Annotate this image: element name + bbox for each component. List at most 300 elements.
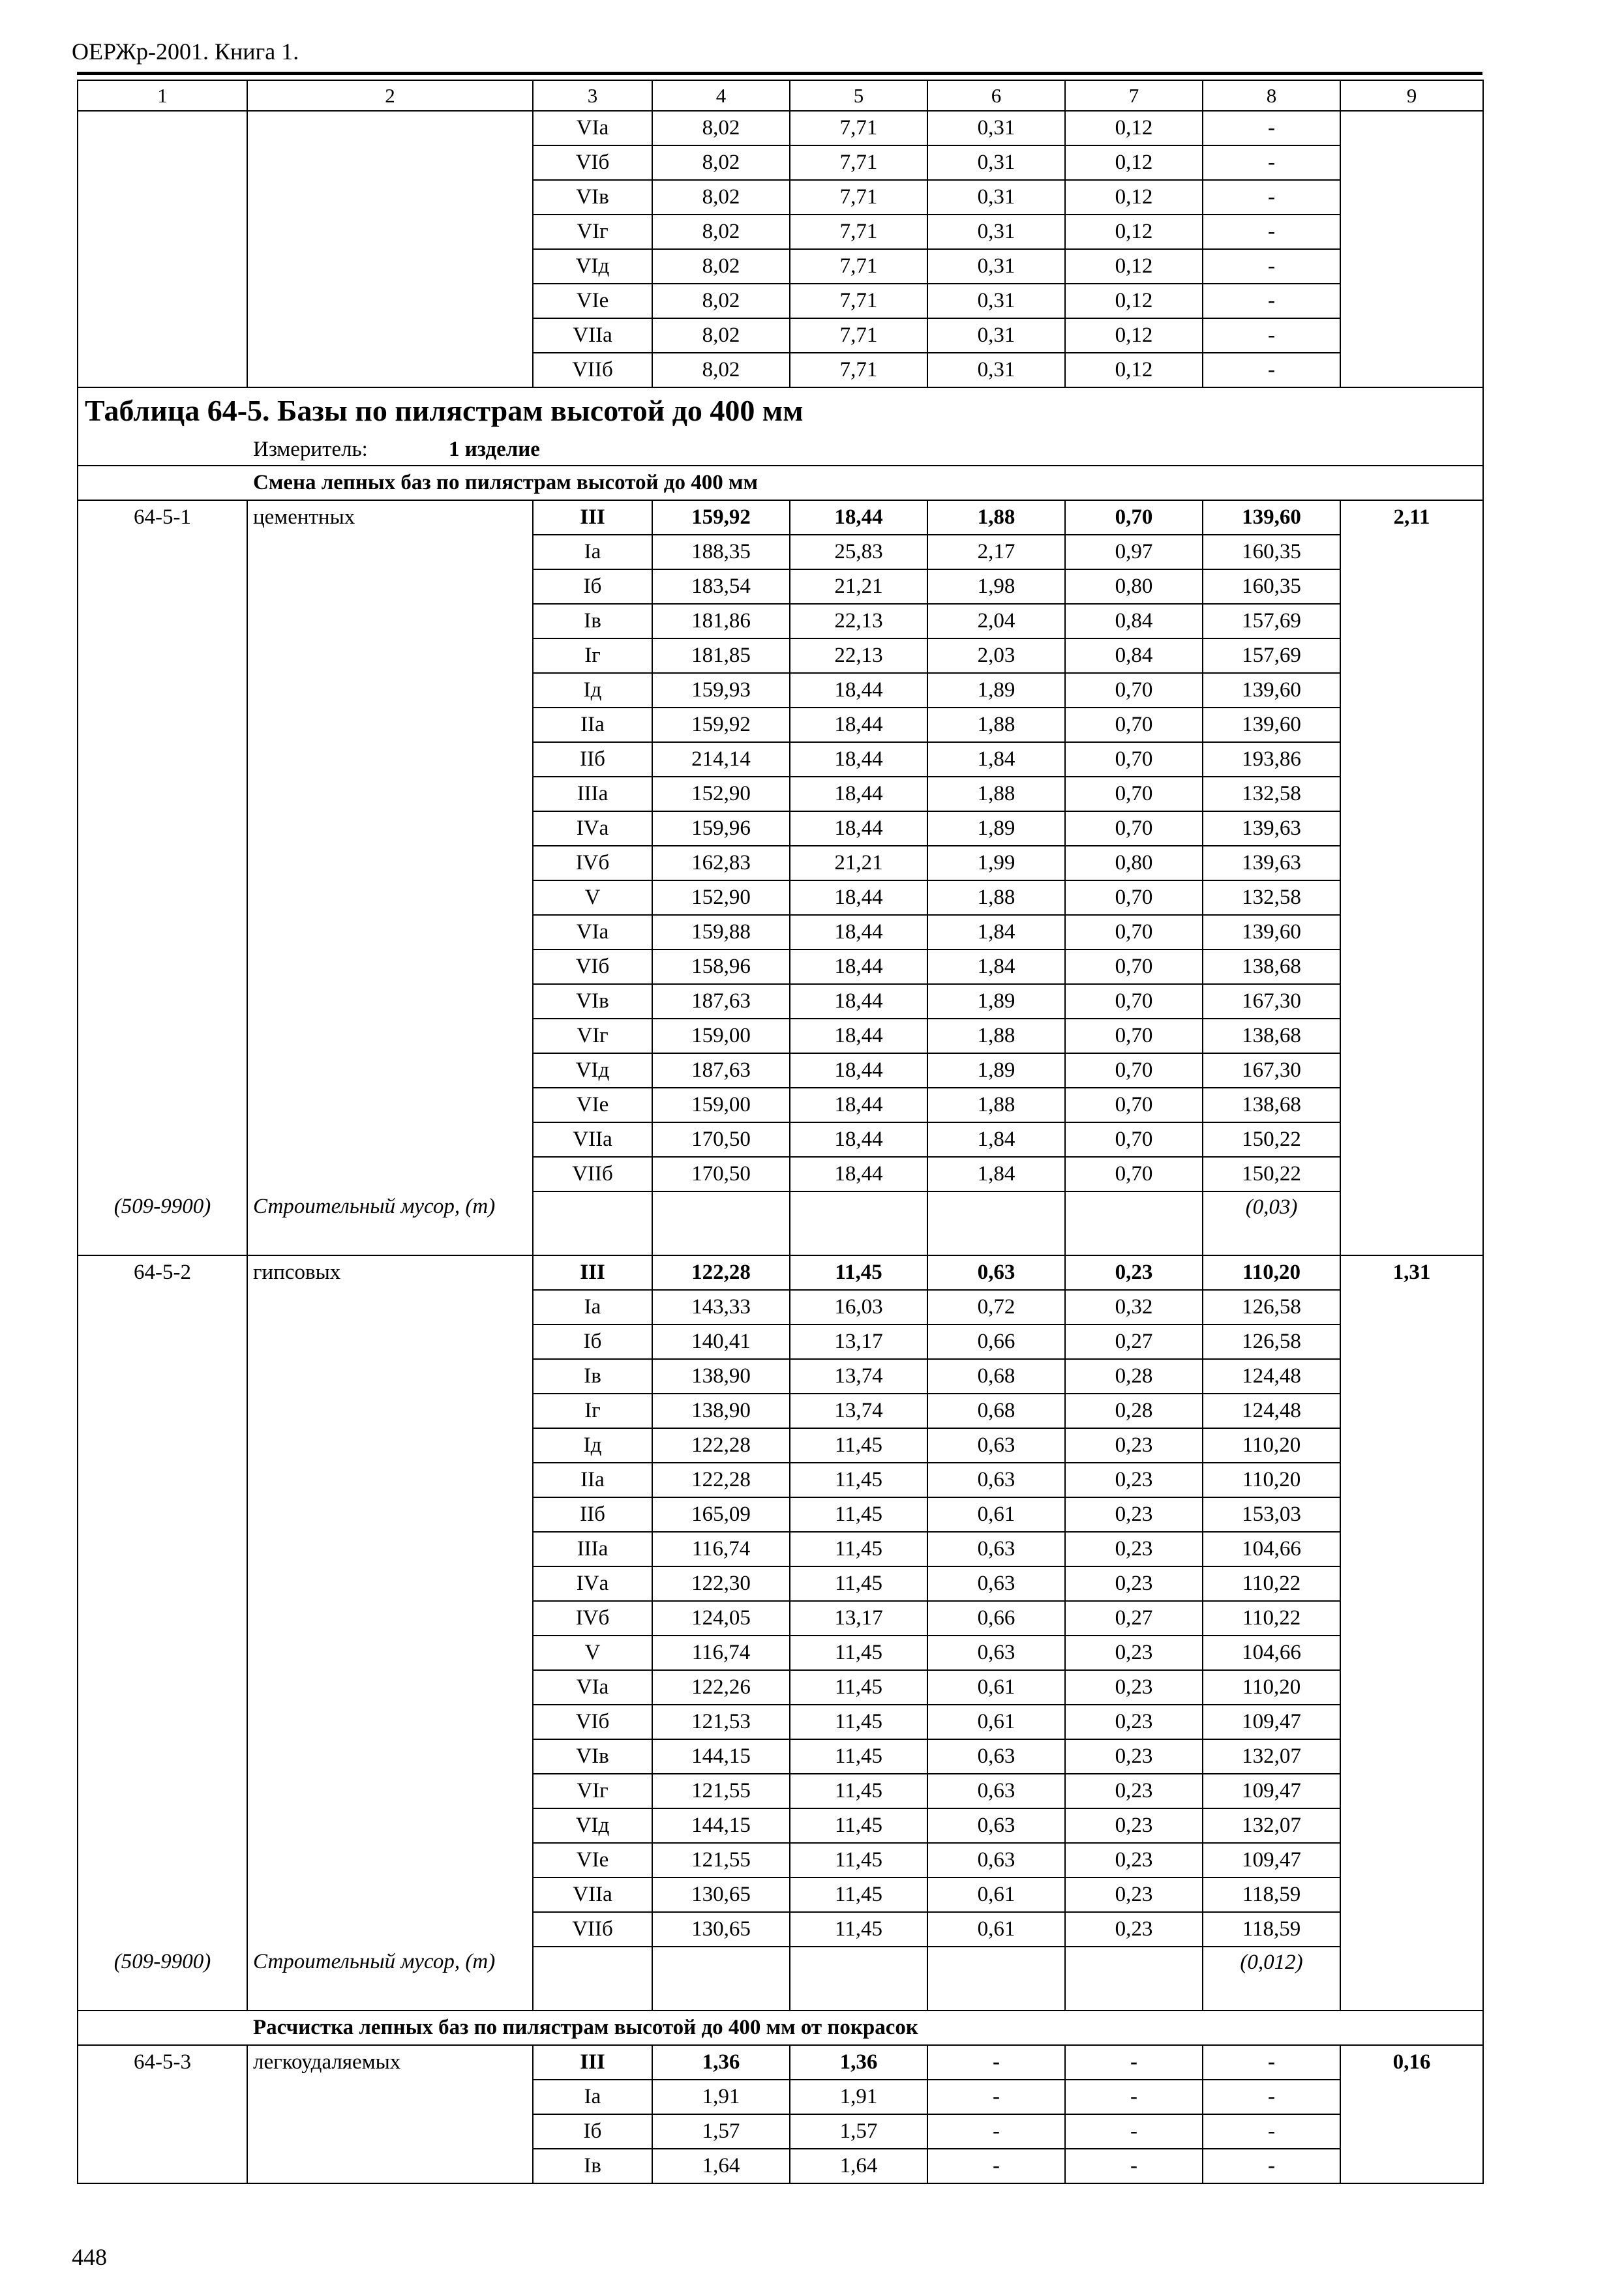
header-rule [77, 72, 1482, 75]
total-cost-cell: 130,65 [652, 1878, 790, 1912]
materials-cost-cell: 124,48 [1203, 1359, 1340, 1394]
code-cell: 64-5-1 [78, 500, 247, 535]
driver-wage-cell: 0,23 [1065, 1636, 1203, 1670]
description-cell: цементных [247, 500, 533, 535]
labor-cost-cell: 7,71 [790, 215, 927, 249]
table-row [78, 353, 1483, 387]
materials-cost-cell: 109,47 [1203, 1705, 1340, 1739]
class-cell: VIе [533, 1843, 652, 1878]
description-cell [247, 318, 533, 353]
class-cell: VIIб [533, 353, 652, 387]
code-cell [78, 673, 247, 708]
labor-cost-cell: 1,64 [790, 2149, 927, 2183]
table-row [78, 915, 1483, 950]
description-cell [247, 1088, 533, 1122]
code-cell [78, 111, 247, 145]
materials-cost-cell: - [1203, 249, 1340, 284]
total-cost-cell: 1,36 [652, 2045, 790, 2080]
code-cell [78, 2149, 247, 2183]
labor-cost-cell: 18,44 [790, 673, 927, 708]
total-cost-cell: 116,74 [652, 1636, 790, 1670]
class-cell: IIIа [533, 777, 652, 811]
class-cell: Iг [533, 1394, 652, 1428]
total-cost-cell: 159,00 [652, 1019, 790, 1053]
labor-hours-cell [1340, 742, 1483, 777]
driver-wage-cell: 0,23 [1065, 1705, 1203, 1739]
materials-cost-cell: - [1203, 145, 1340, 180]
code-cell [78, 777, 247, 811]
total-cost-cell: 159,00 [652, 1088, 790, 1122]
total-cost-cell: 187,63 [652, 984, 790, 1019]
materials-cost-cell: - [1203, 2080, 1340, 2114]
table-row [78, 1843, 1483, 1878]
measure-value: 1 изделие [449, 438, 540, 461]
code-cell [78, 1739, 247, 1774]
class-cell: III [533, 1255, 652, 1290]
machine-cost-cell: 1,88 [927, 1088, 1065, 1122]
description-cell [247, 1601, 533, 1636]
materials-cost-cell: 193,86 [1203, 742, 1340, 777]
measure-row [78, 434, 1483, 466]
machine-cost-cell: 0,68 [927, 1394, 1065, 1428]
description-cell [247, 1636, 533, 1670]
description-cell [247, 846, 533, 880]
driver-wage-cell: 0,70 [1065, 1088, 1203, 1122]
materials-cost-cell: 160,35 [1203, 535, 1340, 569]
labor-hours-cell [1340, 846, 1483, 880]
machine-cost-cell: 0,61 [927, 1705, 1065, 1739]
labor-cost-cell: 13,17 [790, 1324, 927, 1359]
code-cell [78, 180, 247, 215]
driver-wage-cell: 0,70 [1065, 984, 1203, 1019]
table-row [78, 2114, 1483, 2149]
description-cell [247, 2149, 533, 2183]
class-cell: III [533, 500, 652, 535]
table-row [78, 535, 1483, 569]
class-cell: IIа [533, 1463, 652, 1497]
code-cell [78, 535, 247, 569]
waste-name: Строительный мусор, (т) [247, 1947, 533, 2011]
labor-cost-cell: 11,45 [790, 1739, 927, 1774]
description-cell [247, 638, 533, 673]
code-cell [78, 1324, 247, 1359]
code-cell [78, 1359, 247, 1394]
labor-hours-cell [1340, 284, 1483, 318]
class-cell: VIIб [533, 1912, 652, 1947]
labor-cost-cell: 22,13 [790, 638, 927, 673]
materials-cost-cell: 110,20 [1203, 1255, 1340, 1290]
labor-hours-cell [1340, 1566, 1483, 1601]
table-row [78, 569, 1483, 604]
driver-wage-cell: 0,23 [1065, 1255, 1203, 1290]
empty-cell [652, 1191, 790, 1255]
driver-wage-cell: 0,97 [1065, 535, 1203, 569]
total-cost-cell: 8,02 [652, 249, 790, 284]
materials-cost-cell: 104,66 [1203, 1532, 1340, 1566]
driver-wage-cell: 0,23 [1065, 1670, 1203, 1705]
table-row [78, 1463, 1483, 1497]
code-cell [78, 1394, 247, 1428]
driver-wage-cell: 0,12 [1065, 111, 1203, 145]
table-row [78, 1878, 1483, 1912]
machine-cost-cell: 0,66 [927, 1324, 1065, 1359]
code-cell [78, 1601, 247, 1636]
labor-hours-cell [1340, 1636, 1483, 1670]
total-cost-cell: 1,64 [652, 2149, 790, 2183]
driver-wage-cell: 0,84 [1065, 638, 1203, 673]
driver-wage-cell: 0,70 [1065, 673, 1203, 708]
machine-cost-cell: 0,31 [927, 145, 1065, 180]
driver-wage-cell: 0,80 [1065, 846, 1203, 880]
code-cell [78, 1566, 247, 1601]
total-cost-cell: 121,55 [652, 1774, 790, 1808]
table-row [78, 1601, 1483, 1636]
labor-hours-cell [1340, 811, 1483, 846]
empty-cell [533, 1947, 652, 2011]
materials-cost-cell: 109,47 [1203, 1774, 1340, 1808]
empty-cell [1065, 1947, 1203, 2011]
table-row [78, 1774, 1483, 1808]
description-cell [247, 535, 533, 569]
class-cell: VIа [533, 111, 652, 145]
labor-cost-cell: 7,71 [790, 353, 927, 387]
description-cell [247, 2114, 533, 2149]
table-row [78, 638, 1483, 673]
driver-wage-cell: 0,12 [1065, 215, 1203, 249]
labor-hours-cell [1340, 249, 1483, 284]
materials-cost-cell: - [1203, 215, 1340, 249]
table-row [78, 846, 1483, 880]
labor-cost-cell: 11,45 [790, 1428, 927, 1463]
class-cell: V [533, 1636, 652, 1670]
driver-wage-cell: 0,23 [1065, 1532, 1203, 1566]
description-cell [247, 1774, 533, 1808]
description-cell [247, 1122, 533, 1157]
waste-row [78, 1191, 1483, 1255]
empty-cell [1065, 1191, 1203, 1255]
section-heading-row [78, 466, 1483, 500]
driver-wage-cell: 0,70 [1065, 915, 1203, 950]
labor-hours-cell [1340, 1843, 1483, 1878]
column-number: 1 [78, 80, 247, 111]
code-cell [78, 1808, 247, 1843]
table-row [78, 1088, 1483, 1122]
class-cell: IIIа [533, 1532, 652, 1566]
labor-cost-cell: 18,44 [790, 984, 927, 1019]
driver-wage-cell: 0,23 [1065, 1843, 1203, 1878]
labor-hours-cell [1340, 2080, 1483, 2114]
description-cell [247, 1532, 533, 1566]
total-cost-cell: 8,02 [652, 111, 790, 145]
machine-cost-cell: 0,66 [927, 1601, 1065, 1636]
materials-cost-cell: - [1203, 2149, 1340, 2183]
description-cell [247, 742, 533, 777]
driver-wage-cell: - [1065, 2045, 1203, 2080]
labor-cost-cell: 11,45 [790, 1255, 927, 1290]
total-cost-cell: 121,53 [652, 1705, 790, 1739]
total-cost-cell: 1,57 [652, 2114, 790, 2149]
machine-cost-cell: 0,63 [927, 1463, 1065, 1497]
description-cell [247, 569, 533, 604]
machine-cost-cell: 1,98 [927, 569, 1065, 604]
machine-cost-cell: 0,31 [927, 111, 1065, 145]
materials-cost-cell: 132,07 [1203, 1808, 1340, 1843]
total-cost-cell: 8,02 [652, 284, 790, 318]
materials-cost-cell: 139,60 [1203, 673, 1340, 708]
driver-wage-cell: 0,12 [1065, 353, 1203, 387]
code-cell [78, 284, 247, 318]
machine-cost-cell: 1,89 [927, 984, 1065, 1019]
materials-cost-cell: 124,48 [1203, 1394, 1340, 1428]
labor-cost-cell: 22,13 [790, 604, 927, 638]
machine-cost-cell: 1,84 [927, 1122, 1065, 1157]
labor-hours-cell [1340, 1497, 1483, 1532]
table-row [78, 1019, 1483, 1053]
machine-cost-cell: 0,31 [927, 318, 1065, 353]
description-cell [247, 145, 533, 180]
labor-cost-cell: 18,44 [790, 1157, 927, 1191]
class-cell: VIг [533, 215, 652, 249]
column-number: 4 [652, 80, 790, 111]
table-row [78, 1636, 1483, 1670]
labor-cost-cell: 18,44 [790, 1019, 927, 1053]
total-cost-cell: 181,85 [652, 638, 790, 673]
labor-hours-cell [1340, 180, 1483, 215]
labor-hours-cell: 1,31 [1340, 1255, 1483, 1290]
code-cell [78, 880, 247, 915]
labor-cost-cell: 11,45 [790, 1463, 927, 1497]
machine-cost-cell: 0,63 [927, 1428, 1065, 1463]
materials-cost-cell: 138,68 [1203, 950, 1340, 984]
labor-hours-cell [1340, 1463, 1483, 1497]
driver-wage-cell: 0,23 [1065, 1566, 1203, 1601]
code-cell [78, 1428, 247, 1463]
materials-cost-cell: 110,20 [1203, 1428, 1340, 1463]
materials-cost-cell: 160,35 [1203, 569, 1340, 604]
class-cell: IVб [533, 846, 652, 880]
total-cost-cell: 159,96 [652, 811, 790, 846]
labor-cost-cell: 18,44 [790, 708, 927, 742]
materials-cost-cell: 153,03 [1203, 1497, 1340, 1532]
column-number: 8 [1203, 80, 1340, 111]
labor-cost-cell: 11,45 [790, 1912, 927, 1947]
description-cell [247, 1053, 533, 1088]
driver-wage-cell: - [1065, 2114, 1203, 2149]
class-cell: Iв [533, 2149, 652, 2183]
measure-cell [78, 434, 1483, 466]
code-cell [78, 1636, 247, 1670]
labor-cost-cell: 18,44 [790, 811, 927, 846]
labor-cost-cell: 7,71 [790, 249, 927, 284]
total-cost-cell: 8,02 [652, 353, 790, 387]
materials-cost-cell: - [1203, 2045, 1340, 2080]
labor-cost-cell: 11,45 [790, 1808, 927, 1843]
table-row [78, 318, 1483, 353]
table-title-row [78, 387, 1483, 434]
machine-cost-cell: 1,84 [927, 915, 1065, 950]
running-header: ОЕРЖр-2001. Книга 1. [72, 38, 299, 65]
code-cell [78, 145, 247, 180]
total-cost-cell: 181,86 [652, 604, 790, 638]
code-cell [78, 2080, 247, 2114]
materials-cost-cell: - [1203, 180, 1340, 215]
measure-label: Измеритель: [253, 438, 368, 461]
machine-cost-cell: 1,89 [927, 811, 1065, 846]
code-cell [78, 1532, 247, 1566]
labor-hours-cell [1340, 2149, 1483, 2183]
labor-cost-cell: 18,44 [790, 915, 927, 950]
labor-hours-cell [1340, 1912, 1483, 1947]
labor-hours-cell [1340, 1088, 1483, 1122]
labor-cost-cell: 1,57 [790, 2114, 927, 2149]
class-cell: Iв [533, 604, 652, 638]
machine-cost-cell: 0,63 [927, 1636, 1065, 1670]
table-body [78, 80, 1483, 2183]
machine-cost-cell: 0,63 [927, 1808, 1065, 1843]
table-row [78, 950, 1483, 984]
code-cell: 64-5-2 [78, 1255, 247, 1290]
labor-cost-cell: 1,91 [790, 2080, 927, 2114]
class-cell: VIв [533, 1739, 652, 1774]
class-cell: VIд [533, 249, 652, 284]
labor-cost-cell: 11,45 [790, 1705, 927, 1739]
description-cell [247, 215, 533, 249]
driver-wage-cell: 0,27 [1065, 1601, 1203, 1636]
total-cost-cell: 138,90 [652, 1394, 790, 1428]
code-cell [78, 1157, 247, 1191]
class-cell: IIа [533, 708, 652, 742]
empty-cell [927, 1191, 1065, 1255]
class-cell: VIIа [533, 318, 652, 353]
driver-wage-cell: 0,70 [1065, 1122, 1203, 1157]
table-row [78, 1566, 1483, 1601]
table-row [78, 2080, 1483, 2114]
labor-cost-cell: 7,71 [790, 111, 927, 145]
code-cell [78, 1290, 247, 1324]
total-cost-cell: 8,02 [652, 180, 790, 215]
materials-cost-cell: 110,22 [1203, 1601, 1340, 1636]
table-row [78, 811, 1483, 846]
description-cell [247, 604, 533, 638]
labor-hours-cell [1340, 318, 1483, 353]
labor-hours-cell [1340, 569, 1483, 604]
labor-cost-cell: 11,45 [790, 1566, 927, 1601]
labor-hours-cell [1340, 1532, 1483, 1566]
driver-wage-cell: 0,27 [1065, 1324, 1203, 1359]
labor-hours-cell [1340, 1428, 1483, 1463]
code-cell [78, 249, 247, 284]
materials-cost-cell: 150,22 [1203, 1122, 1340, 1157]
machine-cost-cell: 0,63 [927, 1255, 1065, 1290]
description-cell [247, 915, 533, 950]
total-cost-cell: 159,93 [652, 673, 790, 708]
driver-wage-cell: 0,12 [1065, 284, 1203, 318]
labor-cost-cell: 16,03 [790, 1290, 927, 1324]
class-cell: IVа [533, 1566, 652, 1601]
driver-wage-cell: 0,28 [1065, 1394, 1203, 1428]
code-cell [78, 984, 247, 1019]
description-cell [247, 1359, 533, 1394]
labor-hours-cell [1340, 1324, 1483, 1359]
machine-cost-cell: 2,03 [927, 638, 1065, 673]
machine-cost-cell: 0,63 [927, 1843, 1065, 1878]
description-cell [247, 1290, 533, 1324]
table-row [78, 1497, 1483, 1532]
description-cell [247, 1739, 533, 1774]
machine-cost-cell: 1,88 [927, 777, 1065, 811]
driver-wage-cell: 0,70 [1065, 880, 1203, 915]
machine-cost-cell: 1,88 [927, 500, 1065, 535]
class-cell: VIIа [533, 1878, 652, 1912]
code-cell [78, 1878, 247, 1912]
labor-cost-cell: 11,45 [790, 1878, 927, 1912]
waste-quantity: (0,012) [1203, 1947, 1340, 2011]
waste-name: Строительный мусор, (т) [247, 1191, 533, 1255]
machine-cost-cell: 1,89 [927, 1053, 1065, 1088]
code-cell [78, 1088, 247, 1122]
description-cell [247, 1019, 533, 1053]
machine-cost-cell: 1,84 [927, 1157, 1065, 1191]
total-cost-cell: 130,65 [652, 1912, 790, 1947]
class-cell: IIб [533, 1497, 652, 1532]
column-number: 9 [1340, 80, 1483, 111]
driver-wage-cell: 0,23 [1065, 1912, 1203, 1947]
code-cell [78, 1497, 247, 1532]
machine-cost-cell: 0,61 [927, 1497, 1065, 1532]
total-cost-cell: 165,09 [652, 1497, 790, 1532]
table-row [78, 1157, 1483, 1191]
description-cell [247, 880, 533, 915]
labor-hours-cell [1340, 1808, 1483, 1843]
code-cell [78, 742, 247, 777]
labor-cost-cell: 18,44 [790, 500, 927, 535]
driver-wage-cell: 0,12 [1065, 145, 1203, 180]
table-row [78, 500, 1483, 535]
table-row [78, 249, 1483, 284]
total-cost-cell: 121,55 [652, 1843, 790, 1878]
total-cost-cell: 122,28 [652, 1428, 790, 1463]
table-row [78, 215, 1483, 249]
table-row [78, 1705, 1483, 1739]
materials-cost-cell: 126,58 [1203, 1324, 1340, 1359]
table-row [78, 984, 1483, 1019]
driver-wage-cell: - [1065, 2080, 1203, 2114]
table-row [78, 1122, 1483, 1157]
class-cell: III [533, 2045, 652, 2080]
materials-cost-cell: 139,60 [1203, 500, 1340, 535]
labor-hours-cell [1340, 950, 1483, 984]
labor-hours-cell [1340, 880, 1483, 915]
driver-wage-cell: 0,32 [1065, 1290, 1203, 1324]
total-cost-cell: 214,14 [652, 742, 790, 777]
empty-cell [1340, 1947, 1483, 2011]
table-row [78, 284, 1483, 318]
driver-wage-cell: 0,23 [1065, 1808, 1203, 1843]
driver-wage-cell: 0,70 [1065, 1157, 1203, 1191]
labor-hours-cell [1340, 1705, 1483, 1739]
machine-cost-cell: 2,04 [927, 604, 1065, 638]
labor-cost-cell: 7,71 [790, 180, 927, 215]
table-row [78, 1053, 1483, 1088]
total-cost-cell: 183,54 [652, 569, 790, 604]
code-cell [78, 1463, 247, 1497]
description-cell [247, 249, 533, 284]
description-cell [247, 180, 533, 215]
total-cost-cell: 170,50 [652, 1122, 790, 1157]
machine-cost-cell: 0,31 [927, 180, 1065, 215]
machine-cost-cell: 0,61 [927, 1670, 1065, 1705]
table-row [78, 673, 1483, 708]
